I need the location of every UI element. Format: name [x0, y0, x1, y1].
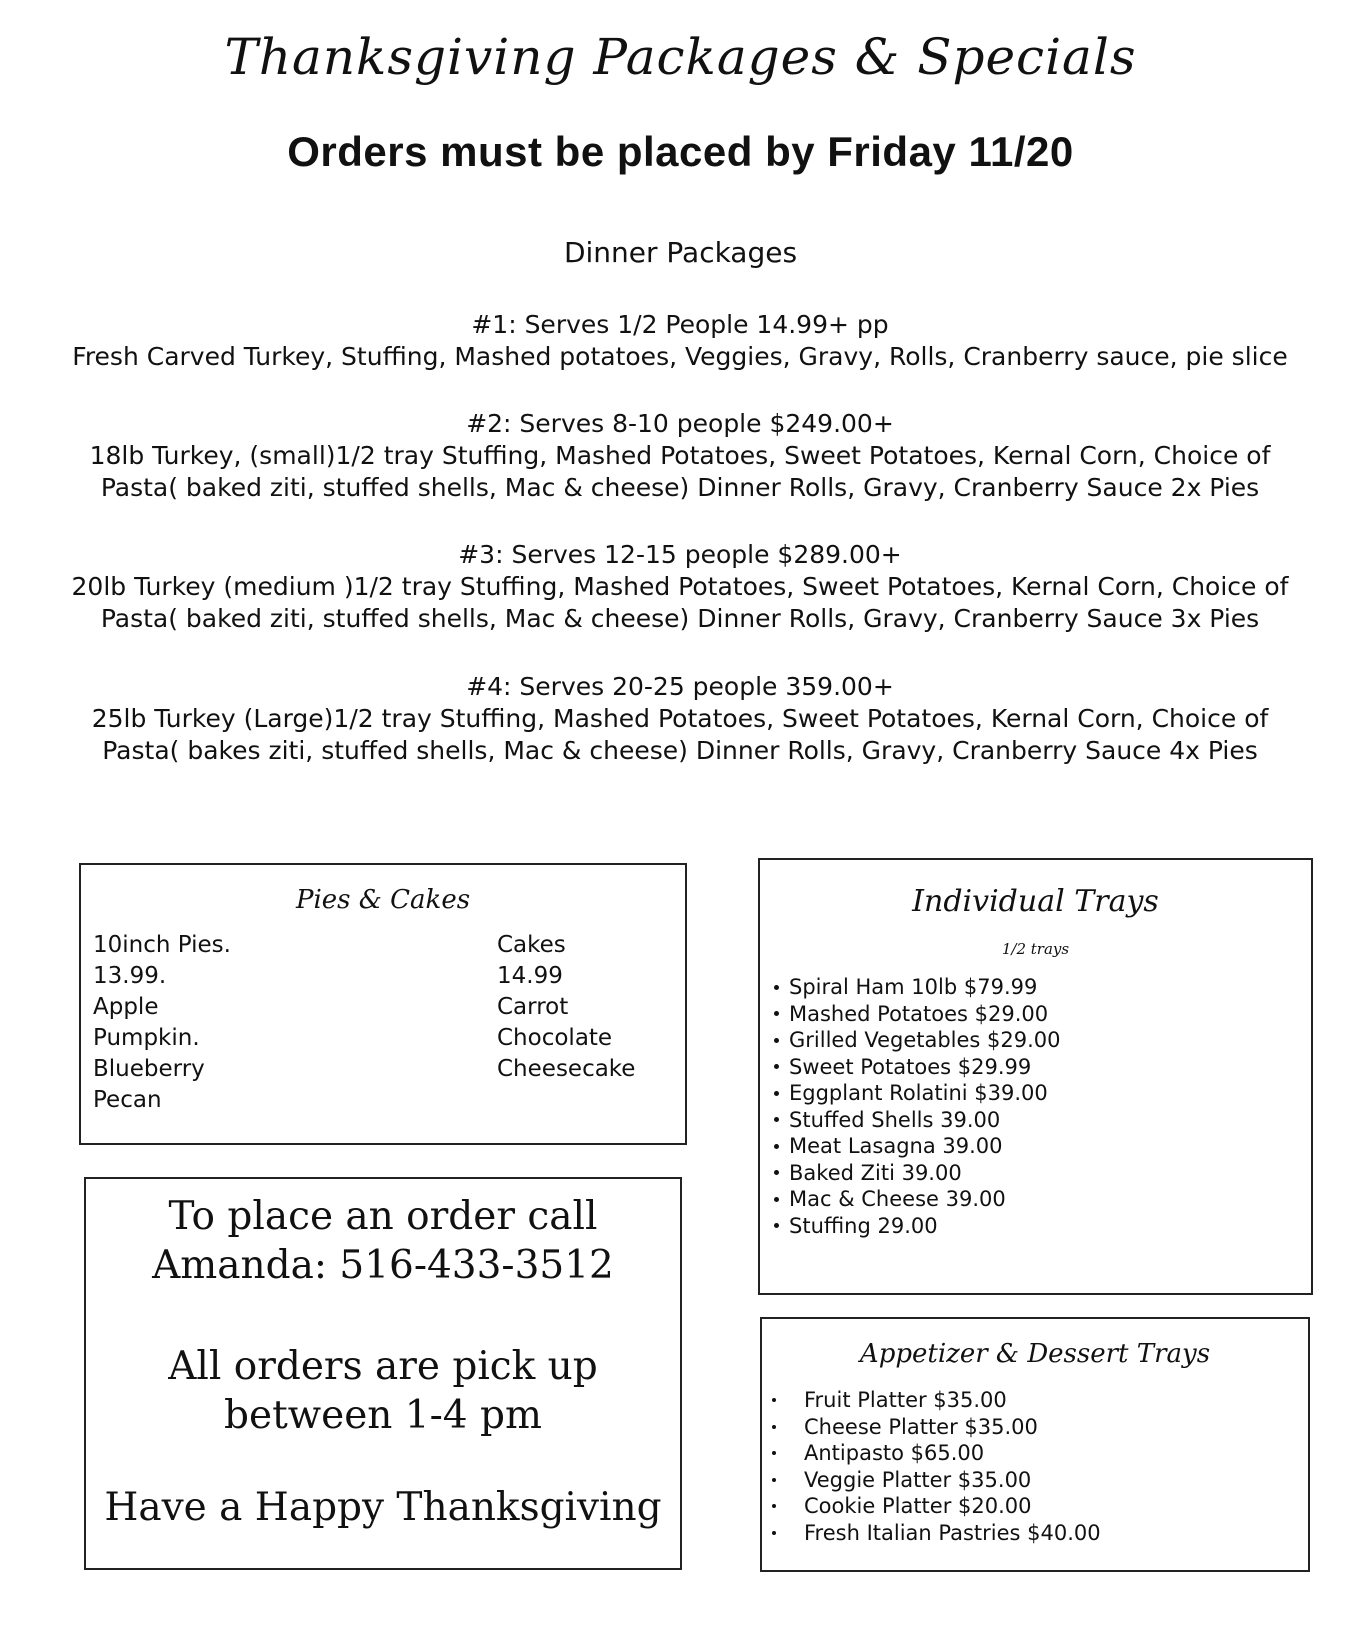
appetizer-trays-list	[772, 1387, 1101, 1546]
pies-cakes-box	[79, 863, 687, 1145]
pickup-text: All orders are pick up	[168, 1344, 598, 1389]
pickup-time: between 1-4 pm	[224, 1393, 542, 1438]
list-item: Cookie Platter $20.00	[772, 1493, 1101, 1520]
list-item: Fresh Italian Pastries $40.00	[772, 1520, 1101, 1547]
list-item: Carrot	[497, 994, 569, 1020]
bullet-icon	[772, 1398, 776, 1402]
bullet-icon	[774, 1170, 779, 1175]
list-item: Baked Ziti 39.00	[774, 1160, 1061, 1187]
list-item: Antipasto $65.00	[772, 1440, 1101, 1467]
bullet-icon	[772, 1504, 776, 1508]
appetizer-trays-box	[760, 1317, 1310, 1572]
package-2	[30, 408, 1330, 504]
bullet-icon	[772, 1478, 776, 1482]
bullet-icon	[774, 1038, 779, 1043]
list-item: Grilled Vegetables $29.00	[774, 1027, 1061, 1054]
package-description: Pasta( baked ziti, stuffed shells, Mac & cheese) Dinner Rolls, Gravy, Cranberry Sauce 2x Pies	[100, 473, 1260, 502]
package-1	[30, 309, 1330, 373]
order-phone: Amanda: 516-433-3512	[152, 1243, 614, 1288]
list-item: Apple	[93, 994, 159, 1020]
list-item: Mashed Potatoes $29.00	[774, 1001, 1061, 1028]
greeting-text: Have a Happy Thanksgiving	[104, 1485, 662, 1530]
list-item: 13.99.	[93, 963, 167, 989]
pies-cakes-title: Pies & Cakes	[295, 885, 471, 915]
list-item: 10inch Pies.	[93, 932, 231, 958]
order-info-box	[84, 1177, 682, 1570]
list-item: 14.99	[497, 963, 563, 989]
package-title: #4: Serves 20-25 people 359.00+	[466, 672, 894, 701]
package-description: Pasta( bakes ziti, stuffed shells, Mac & cheese) Dinner Rolls, Gravy, Cranberry Sauce 4x Pies	[102, 736, 1258, 765]
dinner-packages-heading: Dinner Packages	[563, 236, 798, 269]
bullet-icon	[774, 1117, 779, 1122]
list-item: Veggie Platter $35.00	[772, 1467, 1101, 1494]
individual-trays-subtitle: 1/2 trays	[1001, 940, 1070, 958]
list-item: Cheese Platter $35.00	[772, 1414, 1101, 1441]
list-item: Cheesecake	[497, 1056, 636, 1082]
bullet-icon	[772, 1451, 776, 1455]
package-title: #2: Serves 8-10 people $249.00+	[466, 409, 894, 438]
package-4	[30, 671, 1330, 767]
list-item: Pumpkin.	[93, 1025, 200, 1051]
list-item: Chocolate	[497, 1025, 613, 1051]
list-item: Sweet Potatoes $29.99	[774, 1054, 1061, 1081]
list-item: Stuffed Shells 39.00	[774, 1107, 1061, 1134]
list-item: Mac & Cheese 39.00	[774, 1186, 1061, 1213]
order-deadline: Orders must be placed by Friday 11/20	[287, 128, 1074, 175]
pies-column	[93, 930, 231, 1116]
package-description: Pasta( baked ziti, stuffed shells, Mac & cheese) Dinner Rolls, Gravy, Cranberry Sauce 3x Pies	[100, 604, 1260, 633]
list-item: Cakes	[497, 932, 566, 958]
list-item: Stuffing 29.00	[774, 1213, 1061, 1240]
bullet-icon	[774, 1091, 779, 1096]
list-item: Eggplant Rolatini $39.00	[774, 1080, 1061, 1107]
individual-trays-list	[774, 974, 1061, 1239]
individual-trays-box	[758, 858, 1313, 1295]
order-call-text: To place an order call	[168, 1194, 598, 1239]
bullet-icon	[774, 1197, 779, 1202]
package-description: 18lb Turkey, (small)1/2 tray Stuffing, Mashed Potatoes, Sweet Potatoes, Kernal Corn, Choice of	[89, 441, 1271, 470]
package-title: #3: Serves 12-15 people $289.00+	[458, 540, 902, 569]
individual-trays-title: Individual Trays	[912, 884, 1159, 919]
bullet-icon	[772, 1425, 776, 1429]
cakes-column	[497, 930, 635, 1085]
bullet-icon	[774, 1144, 779, 1149]
bullet-icon	[774, 1223, 779, 1228]
bullet-icon	[774, 1064, 779, 1069]
package-title: #1: Serves 1/2 People 14.99+ pp	[471, 310, 889, 339]
page-title: Thanksgiving Packages & Specials	[224, 28, 1137, 86]
list-item: Blueberry	[93, 1056, 205, 1082]
list-item: Meat Lasagna 39.00	[774, 1133, 1061, 1160]
list-item: Spiral Ham 10lb $79.99	[774, 974, 1061, 1001]
package-3	[30, 539, 1330, 635]
appetizer-trays-title: Appetizer & Dessert Trays	[859, 1339, 1211, 1369]
list-item: Fruit Platter $35.00	[772, 1387, 1101, 1414]
package-description: 20lb Turkey (medium )1/2 tray Stuffing, Mashed Potatoes, Sweet Potatoes, Kernal Corn, Choice of	[71, 572, 1289, 601]
bullet-icon	[774, 985, 779, 990]
package-description: 25lb Turkey (Large)1/2 tray Stuffing, Mashed Potatoes, Sweet Potatoes, Kernal Corn, Choice of	[91, 704, 1269, 733]
package-description: Fresh Carved Turkey, Stuffing, Mashed potatoes, Veggies, Gravy, Rolls, Cranberry sauce, pie slice	[72, 342, 1288, 371]
list-item: Pecan	[93, 1087, 162, 1113]
bullet-icon	[774, 1011, 779, 1016]
bullet-icon	[772, 1531, 776, 1535]
